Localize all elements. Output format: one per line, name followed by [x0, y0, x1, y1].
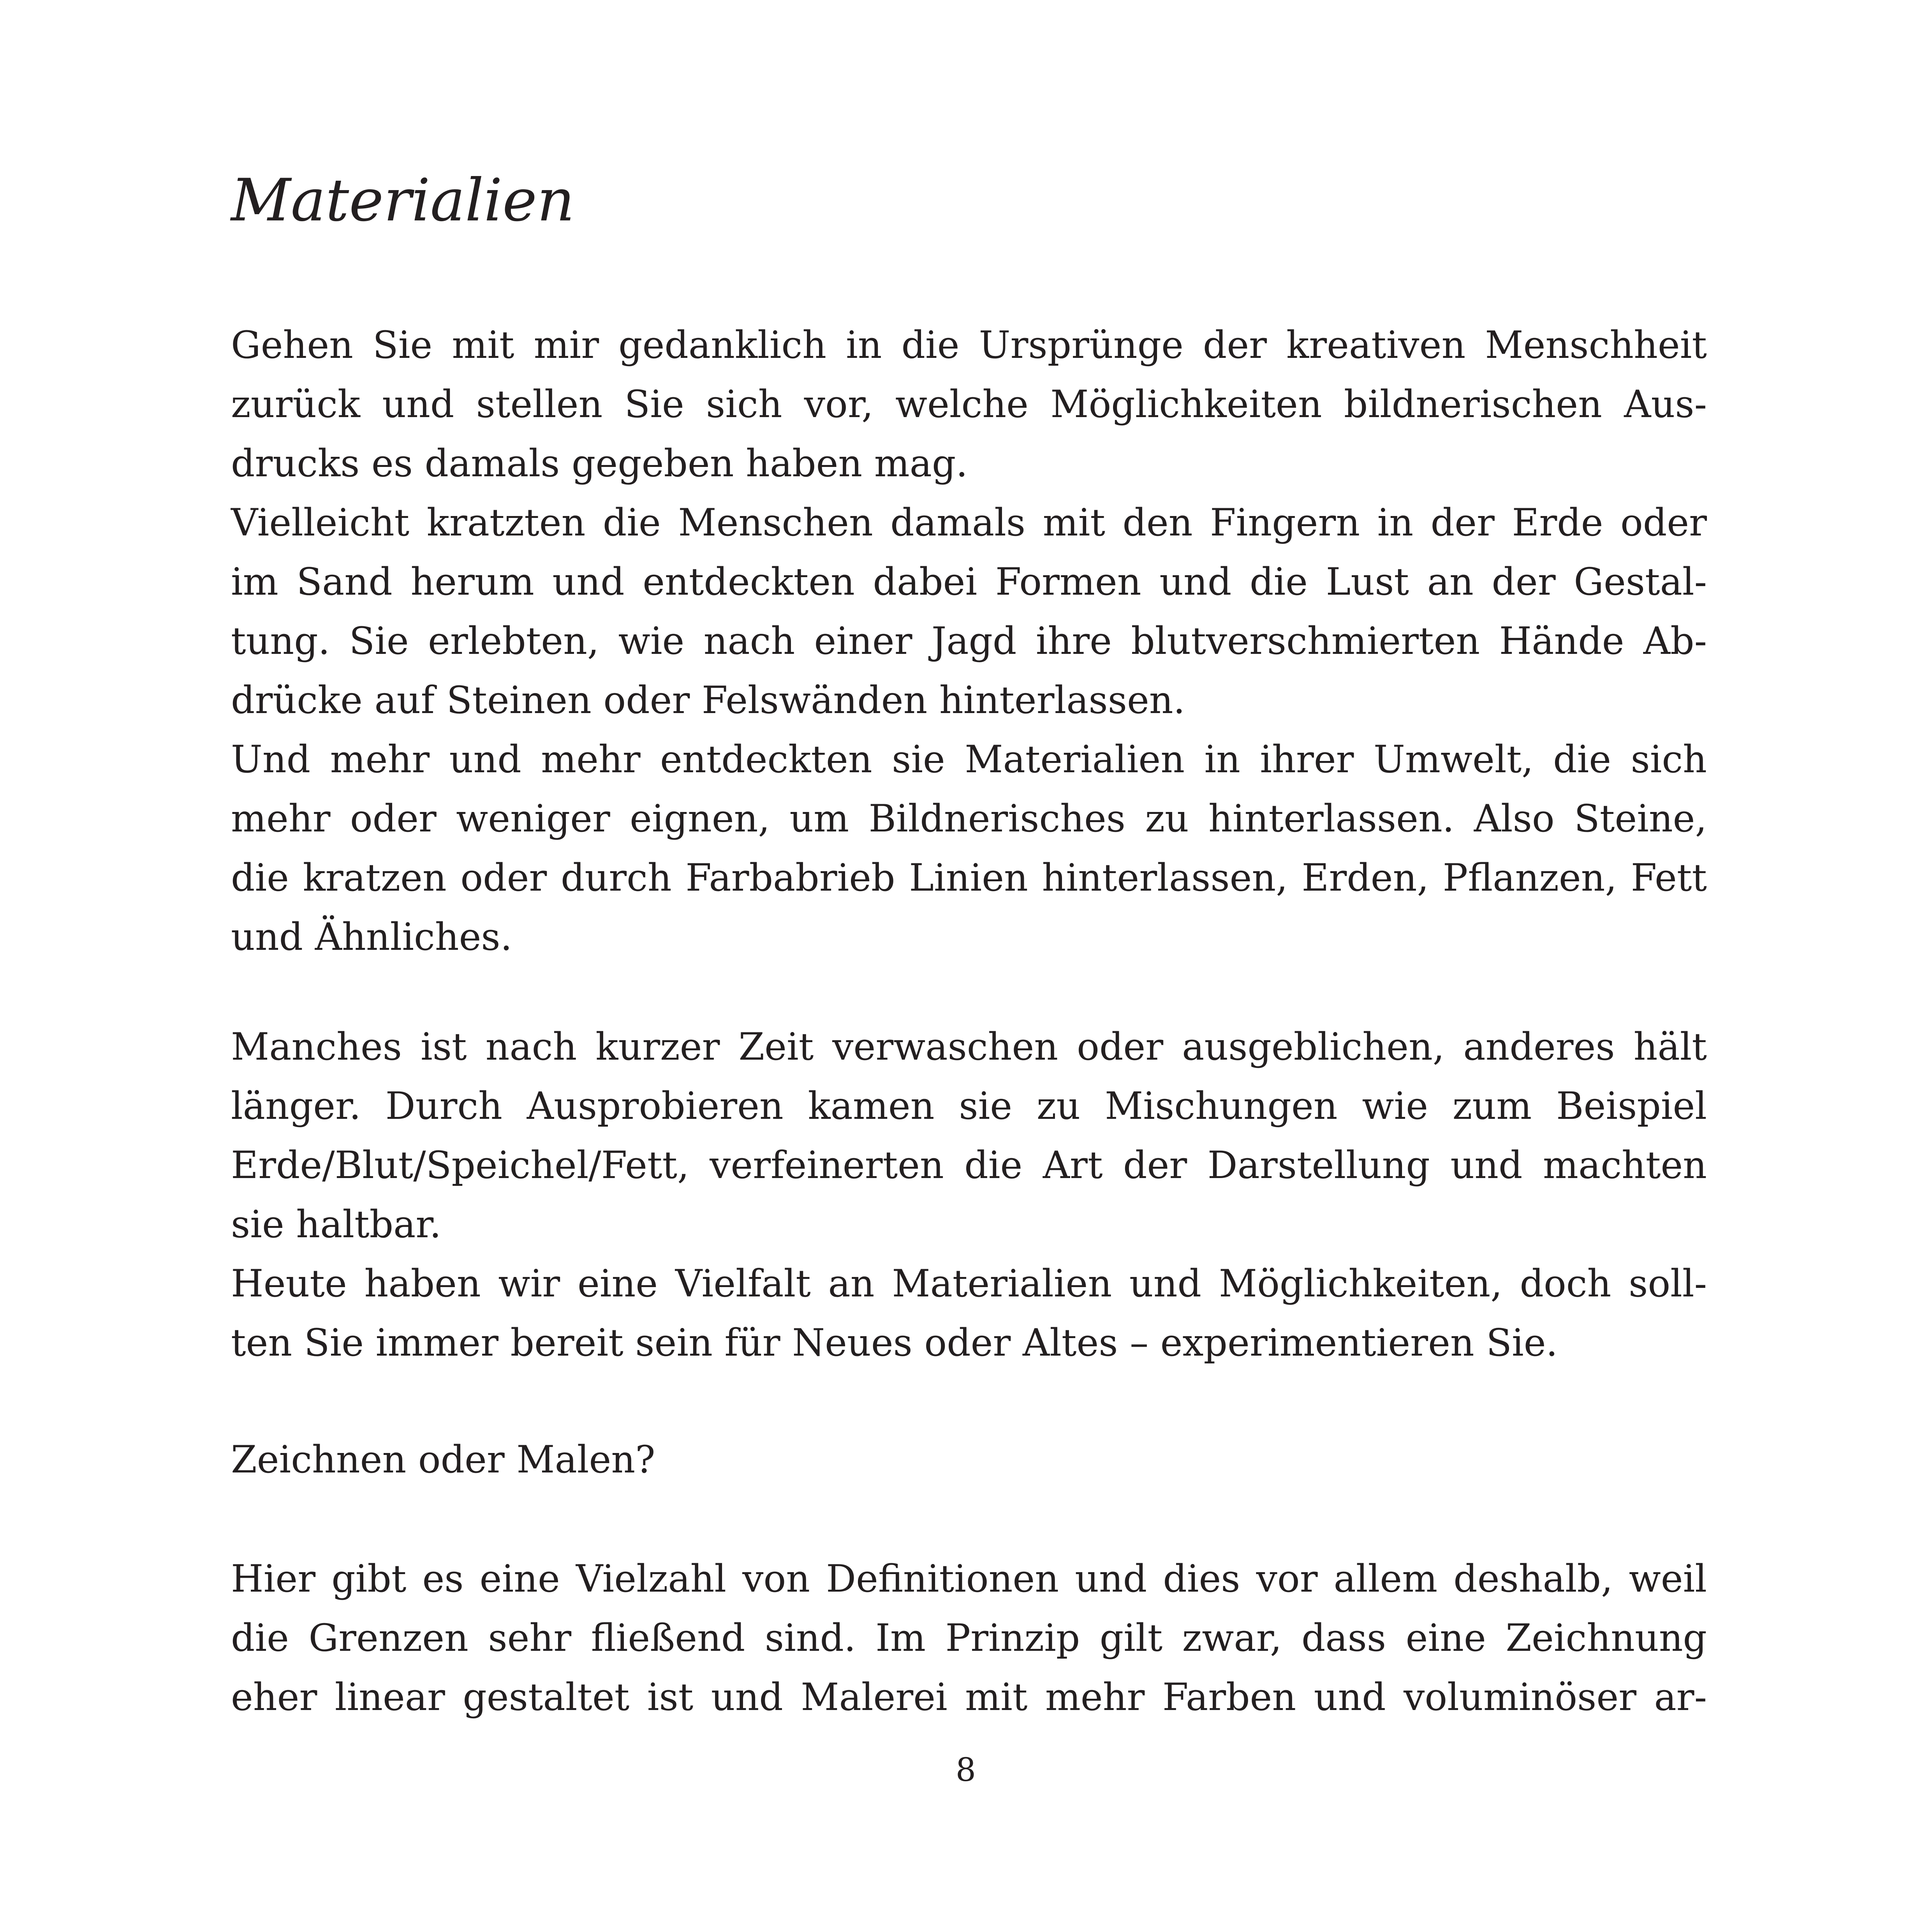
- text-line: mehr oder weniger eignen, um Bildnerisches zu hinterlassen. Also Steine,: [231, 797, 1707, 840]
- text-line: Manches ist nach kurzer Zeit verwaschen oder ausgeblichen, anderes hält: [231, 1025, 1707, 1069]
- chapter-heading: Materialien: [231, 167, 575, 234]
- text-line: länger. Durch Ausprobieren kamen sie zu Mischungen wie zum Beispiel: [231, 1084, 1707, 1128]
- text-line: drucks es damals gegeben haben mag.: [231, 442, 968, 485]
- text-line: Und mehr und mehr entdeckten sie Materialien in ihrer Umwelt, die sich: [231, 738, 1707, 781]
- text-line: Gehen Sie mit mir gedanklich in die Ursprünge der kreativen Menschheit: [231, 323, 1707, 367]
- section-subheading-block: [231, 1430, 1707, 1489]
- paragraph-mixtures: [231, 1017, 1707, 1372]
- text-line: im Sand herum und entdeckten dabei Formen und die Lust an der Gestal-: [231, 560, 1707, 604]
- text-line: Vielleicht kratzten die Menschen damals mit den Fingern in der Erde oder: [231, 501, 1707, 544]
- text-line: Hier gibt es eine Vielzahl von Definitionen und dies vor allem deshalb, weil: [231, 1557, 1707, 1601]
- page-number: 8: [955, 1752, 976, 1789]
- text-line: tung. Sie erlebten, wie nach einer Jagd ihre blutverschmierten Hände Ab-: [231, 619, 1707, 663]
- section-subheading: Zeichnen oder Malen?: [231, 1438, 655, 1481]
- text-line: sie haltbar.: [231, 1203, 442, 1246]
- text-line: drücke auf Steinen oder Felswänden hinterlassen.: [231, 678, 1185, 722]
- text-line: ten Sie immer bereit sein für Neues oder Altes – experimentieren Sie.: [231, 1321, 1558, 1365]
- text-line: eher linear gestaltet ist und Malerei mit mehr Farben und voluminöser ar-: [231, 1675, 1707, 1719]
- text-line: und Ähnliches.: [231, 915, 512, 959]
- paragraph-definitions: [231, 1549, 1707, 1727]
- text-line: Heute haben wir eine Vielfalt an Materialien und Möglichkeiten, doch soll-: [231, 1262, 1707, 1305]
- text-line: Erde/Blut/Speichel/Fett, verfeinerten die Art der Darstellung und machten: [231, 1143, 1707, 1187]
- text-line: die kratzen oder durch Farbabrieb Linien hinterlassen, Erden, Pflanzen, Fett: [231, 856, 1707, 900]
- text-line: die Grenzen sehr fließend sind. Im Prinzip gilt zwar, dass eine Zeichnung: [231, 1616, 1707, 1660]
- text-line: zurück und stellen Sie sich vor, welche Möglichkeiten bildnerischen Aus-: [231, 382, 1707, 426]
- paragraph-origins: [231, 315, 1707, 967]
